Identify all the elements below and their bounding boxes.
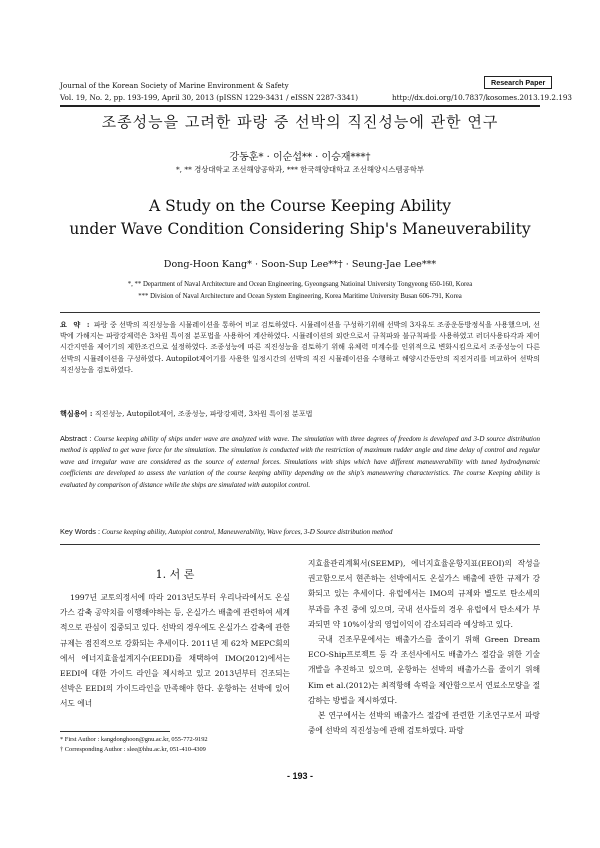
abstract-english — [60, 433, 540, 491]
abstract-top-rule — [60, 312, 540, 313]
left-column — [60, 590, 290, 712]
abstract-english-text: Course keeping ability of ships under wave are analyzed with wave. The simulation with three degrees of freedom is developed and 3-D source distribution method is applied to get wave force for the simulation. The simulation is conducted with the restriction of maximum rudder angle and time delay of control and regular wave and irregular wave are considered as the source of external forces. Simulations with ships which have different maneuverability with tuned hydrodynamic coefficients are developed to assess the variation of the course keeping ability depending on the ship's maneuvering characteristics. The course Keeping ability is evaluated by comparison of distance while the ships are simulated with autopilot control. — [60, 435, 541, 489]
abstract-english-label: Abstract : — [60, 434, 92, 443]
keywords-english-text: Course keeping ability, Autopiot control, Maneuverability, Wave forces, 3-D Source distribution method — [101, 528, 393, 536]
right-paragraph-2: 국내 건조무문에서는 배출가스를 줄이기 위해 Green Dream ECO-Ship프로젝트 등 각 조선사에서도 배출가스 절감을 위한 기술개발을 추진하고 있으며, 운항하는 선박의 배출가스를 줄이기 위해 Kim et al.(2012)는 최적항해 속력을 제안함으로서 연료소모량을 절감하는 방법을 제시하였다. — [308, 635, 540, 705]
abstract-korean — [60, 319, 540, 375]
header-rule — [60, 105, 540, 107]
affiliation-english-1: *, ** Department of Naval Architecture and Ocean Engineering, Gyeongsang Natioinal University Tongyeong 650-160, Korea — [127, 281, 473, 288]
affiliation-english-2: *** Division of Naval Architecture and Ocean System Engineering, Korea Maritime University Busan 606-791, Korea — [138, 293, 462, 300]
abstract-korean-label: 요 약 : — [60, 320, 92, 329]
section-title-introduction: 1. 서 론 — [155, 568, 195, 581]
footnotes — [60, 735, 290, 755]
research-paper-badge: Research Paper — [484, 76, 552, 89]
keywords-english — [60, 527, 540, 536]
keywords-korean-label: 핵심용어 : — [60, 409, 93, 418]
title-korean: 조종성능을 고려한 파랑 중 선박의 직진성능에 관한 연구 — [101, 113, 499, 131]
footnote-first-author: * First Author : kangdonghoon@gnu.ac.kr, 055-772-9192 — [60, 736, 208, 743]
keywords-korean-text: 직진성능, Autopilot제어, 조종성능, 파랑강제력, 3차원 특이점 분포법 — [94, 409, 313, 418]
journal-name: Journal of the Korean Society of Marine Environment & Safety — [60, 81, 289, 90]
right-paragraph-3: 본 연구에서는 선박의 배출가스 절감에 관련한 기초연구로서 파랑 중에 선박의 직진성능에 관해 검토하였다. 파랑 — [308, 711, 540, 736]
authors-english: Dong-Hoon Kang* · Soon-Sup Lee**† · Seung-Jae Lee*** — [163, 259, 437, 270]
title-english-line2: under Wave Condition Considering Ship's Maneuverability — [69, 220, 531, 238]
abstract-korean-text: 파랑 중 선박의 직진성능을 시뮬레이션을 통하여 비교 검토하였다. 시뮬레이션을 구성하기위해 선박의 3자유도 조종운동방정식을 사용했으며, 선박에 가해지는 파랑강제력은 3차원 특이점 분포법을 사용하여 계산하였다. 시뮬레이션의 외란으로서 규칙파와 불규칙파를 사용하였고 러더사용타각과 제어시간지연을 제어기의 제한조건으로 설정하였다. 조종성능에 따른 직진성능을 검토하기 위해 유체력 미계수를 인위적으로 변화시킴으로서 조종성능이 다른 선박의 시뮬레이션을 구성하였다. Autopilot제어기를 사용한 일정시간의 선박의 직진 시뮬레이션을 수행하고 해양시간동안의 직진거리를 비교하여 선박의 직진성능을 검토하였다. — [60, 320, 540, 374]
doi-link[interactable]: http://dx.doi.org/10.7837/kosomes.2013.19.2.193 — [392, 93, 572, 102]
volume-info: Vol. 19, No. 2, pp. 193-199, April 30, 2013 (pISSN 1229-3431 / eISSN 2287-3341) — [60, 93, 358, 102]
abstract-bottom-rule — [60, 544, 540, 545]
right-column — [308, 556, 540, 738]
right-paragraph-1: 지효율관리계획서(SEEMP), 에너지효율운항지표(EEOI)의 작성을 권고함으로서 현존하는 선박에서도 온실가스 배출에 관한 규제가 강화되고 있는 추세이다. 유럽에서는 IMO의 규제와 별도로 탄소세의 부과를 추진 중에 있으며, 국내 선사들의 경우 유럽에서 탄소세가 부과되면 약 10%이상의 영업이익이 감소되리라 예상하고 있다. — [308, 559, 540, 629]
page-number: - 193 - — [286, 771, 313, 781]
affiliation-korean: *, ** 경상대학교 조선해양공학과, *** 한국해양대학교 조선해양시스템공학부 — [175, 165, 424, 174]
footnote-rule — [60, 731, 170, 732]
footnote-corresponding-author: † Corresponding Author : slee@hhu.ac.kr, 051-410-4309 — [60, 746, 206, 753]
title-english-line1: A Study on the Course Keeping Ability — [149, 197, 451, 215]
authors-korean: 강동훈* · 이순섭** · 이승재***† — [229, 152, 371, 163]
keywords-english-label: Key Words : — [60, 527, 101, 536]
left-paragraph-1: 1997년 교토의정서에 따라 2013년도부터 우리나라에서도 온실가스 감축 공약치를 이행해야하는 등, 온실가스 배출에 관련하여 세계적으로 관심이 집중되고 있다. 선박의 경우에도 온실가스 감축에 관한 규제는 점진적으로 강화되는 추세이다. 2011년 제 62차 MEPC회의에서 에너지효율설계지수(EEDI)를 채택하여 IMO(2012)에서는 EEDI에 대한 가이드 라인을 제시하고 있고 2013년부터 건조되는 선박은 EEDI의 가이드라인을 만족해야 한다. 운항하는 선박에 있어서도 에너 — [60, 593, 290, 709]
keywords-korean — [60, 409, 540, 419]
